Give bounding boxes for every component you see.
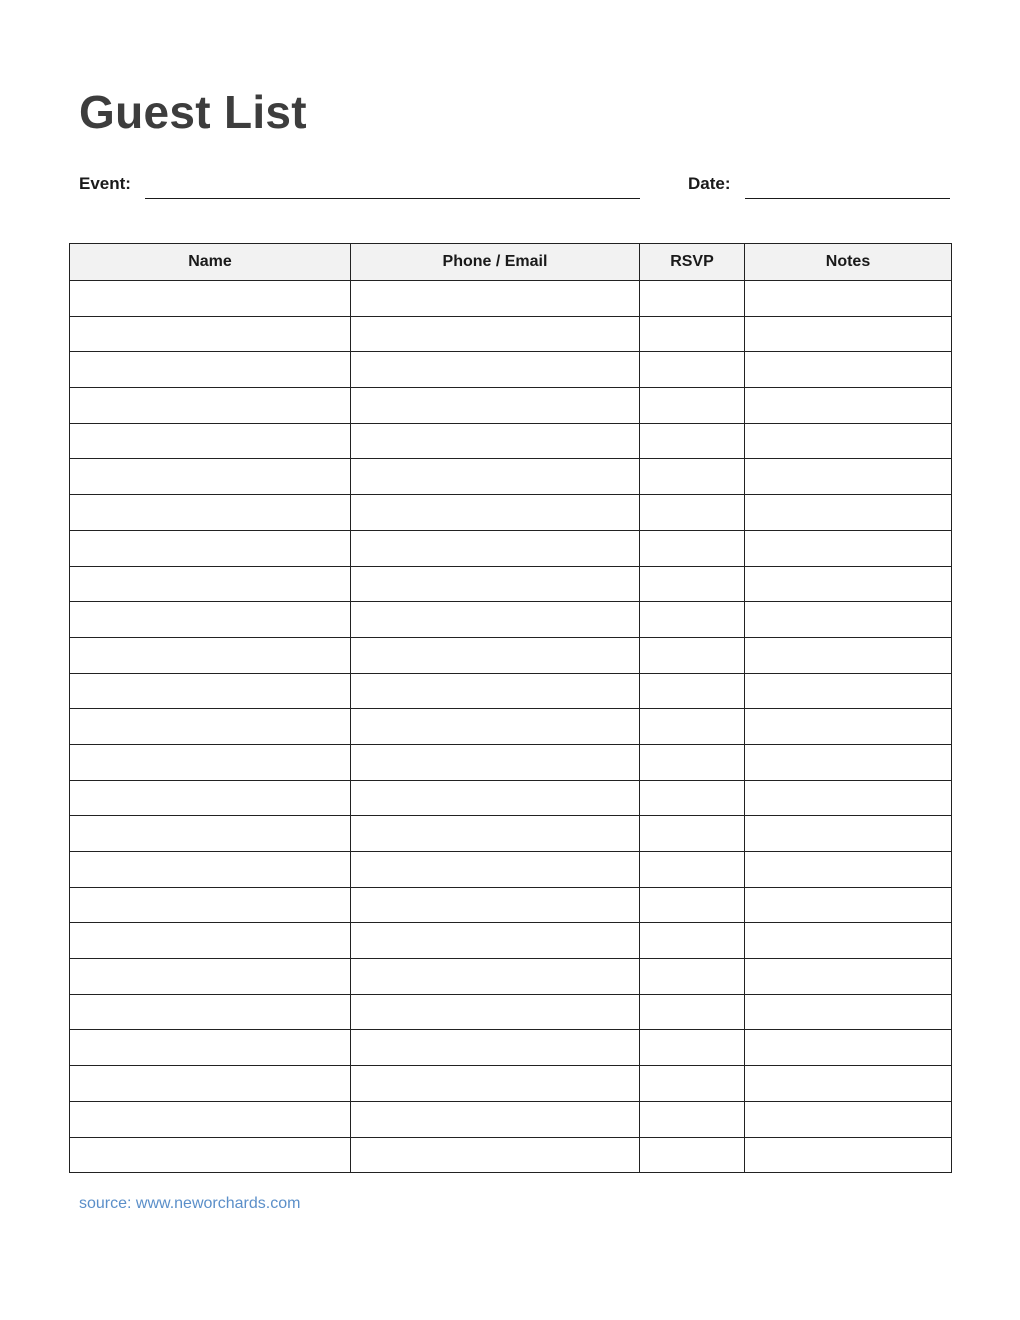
table-header-row [70,244,952,281]
name-cell[interactable] [70,495,351,531]
column-header-rsvp: RSVP [640,244,745,281]
notes-cell[interactable] [745,923,952,959]
table-row [70,1030,952,1066]
notes-cell[interactable] [745,1101,952,1137]
name-cell[interactable] [70,637,351,673]
page-title: Guest List [79,86,307,138]
notes-cell[interactable] [745,709,952,745]
notes-cell[interactable] [745,352,952,388]
table-row [70,780,952,816]
phone-email-cell[interactable] [351,1066,640,1102]
name-cell[interactable] [70,887,351,923]
table-row [70,994,952,1030]
phone-email-cell[interactable] [351,281,640,317]
phone-email-cell[interactable] [351,388,640,424]
guest-rows [70,281,952,1173]
name-cell[interactable] [70,1066,351,1102]
table-row [70,495,952,531]
rsvp-cell[interactable] [640,566,745,602]
notes-cell[interactable] [745,316,952,352]
table-row [70,887,952,923]
phone-email-cell[interactable] [351,459,640,495]
table-row [70,1066,952,1102]
rsvp-cell[interactable] [640,602,745,638]
name-cell[interactable] [70,281,351,317]
phone-email-cell[interactable] [351,673,640,709]
phone-email-cell[interactable] [351,495,640,531]
notes-cell[interactable] [745,994,952,1030]
column-header-phone-email: Phone / Email [351,244,640,281]
table-row [70,923,952,959]
table-row [70,566,952,602]
phone-email-cell[interactable] [351,709,640,745]
notes-cell[interactable] [745,459,952,495]
phone-email-cell[interactable] [351,566,640,602]
phone-email-cell[interactable] [351,637,640,673]
phone-email-cell[interactable] [351,780,640,816]
event-label: Event: [79,174,131,193]
notes-cell[interactable] [745,1137,952,1173]
phone-email-cell[interactable] [351,1030,640,1066]
table-row [70,281,952,317]
name-cell[interactable] [70,459,351,495]
phone-email-cell[interactable] [351,887,640,923]
name-cell[interactable] [70,852,351,888]
name-cell[interactable] [70,709,351,745]
rsvp-cell[interactable] [640,1101,745,1137]
name-cell[interactable] [70,994,351,1030]
source-link[interactable]: source: www.neworchards.com [79,1195,301,1212]
rsvp-cell[interactable] [640,887,745,923]
notes-cell[interactable] [745,852,952,888]
name-cell[interactable] [70,744,351,780]
rsvp-cell[interactable] [640,352,745,388]
phone-email-cell[interactable] [351,994,640,1030]
table-row [70,673,952,709]
rsvp-cell[interactable] [640,1137,745,1173]
rsvp-cell[interactable] [640,994,745,1030]
phone-email-cell[interactable] [351,602,640,638]
notes-cell[interactable] [745,495,952,531]
rsvp-cell[interactable] [640,959,745,995]
rsvp-cell[interactable] [640,1066,745,1102]
name-cell[interactable] [70,566,351,602]
name-cell[interactable] [70,352,351,388]
name-cell[interactable] [70,673,351,709]
name-cell[interactable] [70,1137,351,1173]
table-row [70,852,952,888]
rsvp-cell[interactable] [640,744,745,780]
rsvp-cell[interactable] [640,495,745,531]
name-cell[interactable] [70,388,351,424]
phone-email-cell[interactable] [351,852,640,888]
column-header-name: Name [70,244,351,281]
name-cell[interactable] [70,1101,351,1137]
name-cell[interactable] [70,423,351,459]
notes-cell[interactable] [745,423,952,459]
table-row [70,423,952,459]
phone-email-cell[interactable] [351,316,640,352]
rsvp-cell[interactable] [640,923,745,959]
table-row [70,388,952,424]
name-cell[interactable] [70,816,351,852]
rsvp-cell[interactable] [640,852,745,888]
column-header-notes: Notes [745,244,952,281]
notes-cell[interactable] [745,887,952,923]
rsvp-cell[interactable] [640,281,745,317]
phone-email-cell[interactable] [351,423,640,459]
table-row [70,602,952,638]
rsvp-cell[interactable] [640,316,745,352]
date-field[interactable] [745,198,950,199]
phone-email-cell[interactable] [351,530,640,566]
notes-cell[interactable] [745,281,952,317]
notes-cell[interactable] [745,637,952,673]
notes-cell[interactable] [745,1030,952,1066]
rsvp-cell[interactable] [640,709,745,745]
rsvp-cell[interactable] [640,530,745,566]
event-field[interactable] [145,198,640,199]
rsvp-cell[interactable] [640,780,745,816]
phone-email-cell[interactable] [351,923,640,959]
rsvp-cell[interactable] [640,423,745,459]
notes-cell[interactable] [745,388,952,424]
notes-cell[interactable] [745,1066,952,1102]
rsvp-cell[interactable] [640,816,745,852]
rsvp-cell[interactable] [640,673,745,709]
notes-cell[interactable] [745,602,952,638]
name-cell[interactable] [70,959,351,995]
table-row [70,959,952,995]
rsvp-cell[interactable] [640,637,745,673]
table-row [70,744,952,780]
phone-email-cell[interactable] [351,744,640,780]
rsvp-cell[interactable] [640,388,745,424]
notes-cell[interactable] [745,566,952,602]
name-cell[interactable] [70,923,351,959]
table-row [70,637,952,673]
rsvp-cell[interactable] [640,459,745,495]
table-row [70,352,952,388]
notes-cell[interactable] [745,530,952,566]
phone-email-cell[interactable] [351,959,640,995]
table-row [70,1101,952,1137]
phone-email-cell[interactable] [351,1137,640,1173]
notes-cell[interactable] [745,959,952,995]
name-cell[interactable] [70,316,351,352]
name-cell[interactable] [70,780,351,816]
phone-email-cell[interactable] [351,816,640,852]
notes-cell[interactable] [745,780,952,816]
date-label: Date: [688,174,731,193]
guest-table [69,243,952,1173]
name-cell[interactable] [70,602,351,638]
notes-cell[interactable] [745,816,952,852]
phone-email-cell[interactable] [351,1101,640,1137]
notes-cell[interactable] [745,744,952,780]
table-row [70,1137,952,1173]
table-row [70,530,952,566]
name-cell[interactable] [70,1030,351,1066]
table-row [70,816,952,852]
rsvp-cell[interactable] [640,1030,745,1066]
table-row [70,459,952,495]
table-row [70,709,952,745]
phone-email-cell[interactable] [351,352,640,388]
name-cell[interactable] [70,530,351,566]
table-row [70,316,952,352]
notes-cell[interactable] [745,673,952,709]
